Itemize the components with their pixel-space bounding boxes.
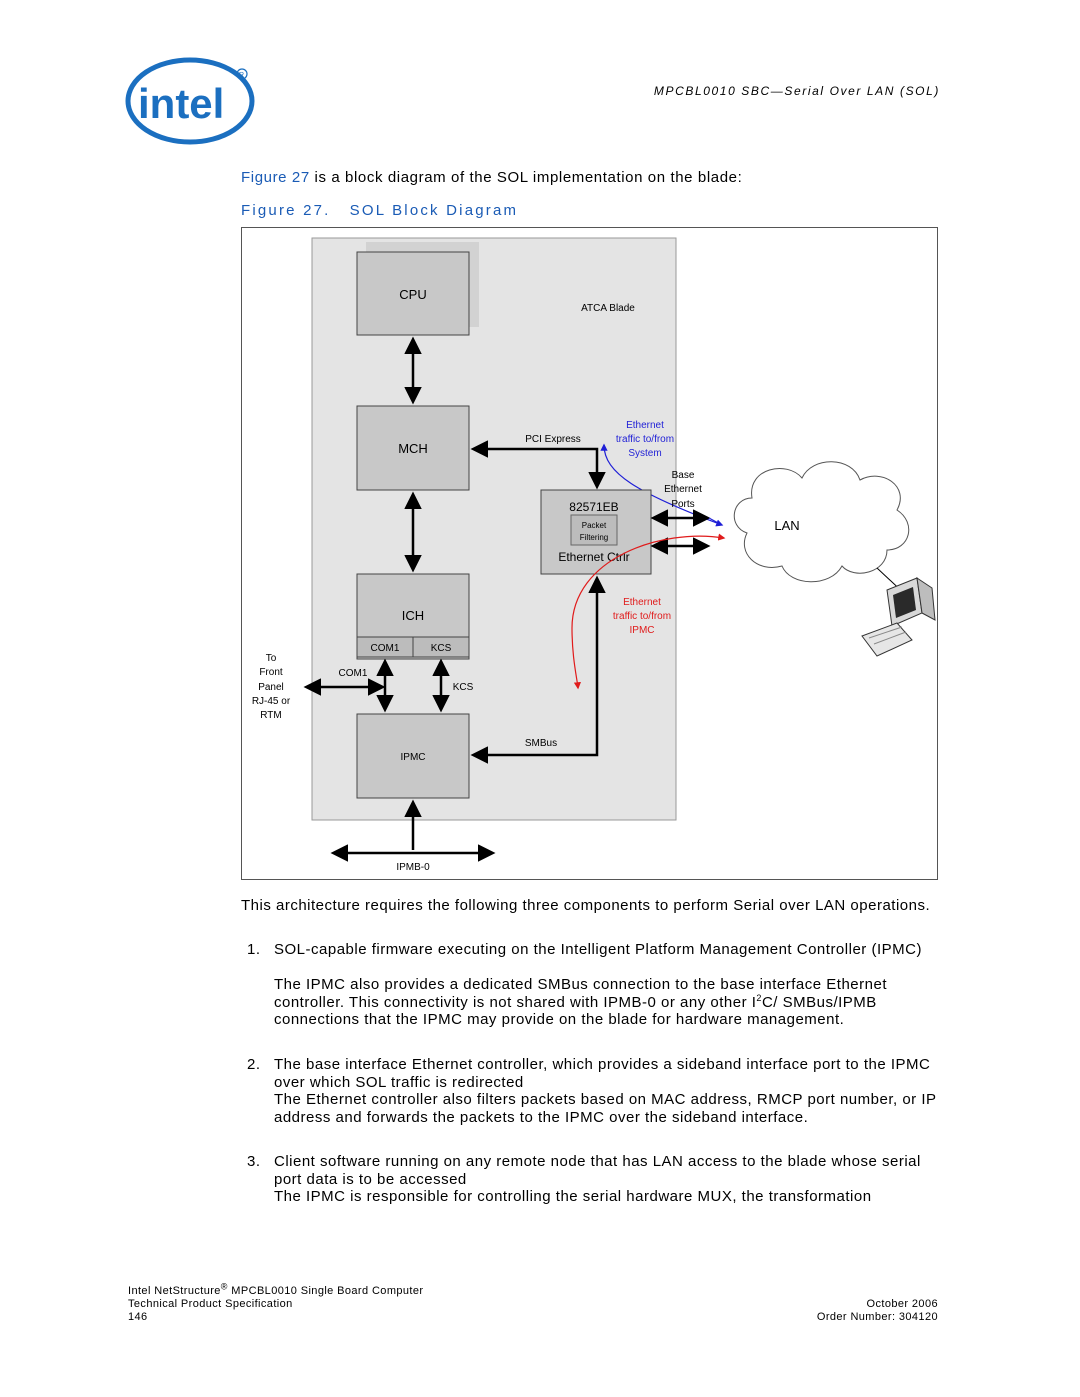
list-number: 3. — [247, 1153, 261, 1170]
figure-caption — [241, 202, 518, 219]
footer-product: Intel NetStructure® MPCBL0010 Single Board Computer — [128, 1281, 424, 1297]
ethernet-controller-label: Ethernet Ctrlr — [558, 550, 630, 564]
sol-block-diagram — [242, 228, 937, 879]
list-item-heading: The base interface Ethernet controller, which provides a sideband interface port to the IPMC over which SOL traffic is redirected — [274, 1056, 931, 1091]
ethernet-ipmc-label-1: Ethernet — [623, 597, 661, 608]
ipmc-label: IPMC — [400, 752, 426, 763]
pci-express-label: PCI Express — [525, 434, 581, 445]
controller-chip-label: 82571EB — [569, 500, 619, 514]
footer-order-number: Order Number: 304120 — [816, 1311, 938, 1323]
client-computer-icon — [862, 578, 935, 656]
base-ports-label-1: Base — [671, 470, 695, 481]
ethernet-system-label-2: traffic to/from — [615, 434, 675, 445]
base-ports-label-2: Ethernet — [664, 484, 702, 495]
list-item-heading: Client software running on any remote node that has LAN access to the blade whose serial port data is to be accessed — [274, 1153, 921, 1188]
list-item-detail: The Ethernet controller also filters packets based on MAC address, RMCP port number, or IP address and forwards the packets to the IPMC over the sideband interface. — [274, 1091, 937, 1126]
smbus-label: SMBus — [524, 738, 558, 749]
footer-spec: Technical Product Specification — [128, 1298, 293, 1310]
intel-logo — [124, 56, 256, 146]
list-item — [247, 1056, 947, 1146]
list-item-detail: The IPMC is responsible for controlling the serial hardware MUX, the transformation — [274, 1188, 872, 1205]
footer-left — [128, 1281, 424, 1324]
front-panel-label-4: RJ-45 or — [251, 696, 291, 707]
mch-label: MCH — [398, 441, 428, 456]
ethernet-ipmc-label-3: IPMC — [629, 625, 655, 636]
front-panel-label-3: Panel — [258, 682, 284, 693]
list-item-heading: SOL-capable firmware executing on the Intelligent Platform Management Controller (IPMC) — [274, 941, 922, 958]
ethernet-system-label-3: System — [628, 448, 662, 459]
svg-text:intel: intel — [138, 80, 225, 127]
list-item-detail: The IPMC also provides a dedicated SMBus connection to the base interface Ethernet controller. This connectivity is not shared with IPMB-0 or any other $I^2C/$ SMBus/IPMB connections that the IPMC may provide on the blade for hardware management. — [274, 976, 887, 1028]
footer-date: October 2006 — [866, 1298, 938, 1310]
ich-com1-label: COM1 — [370, 643, 400, 654]
base-ports-label-3: Ports — [671, 499, 695, 510]
packet-filtering-label-2: Filtering — [579, 533, 609, 542]
kcs-link-label: KCS — [452, 682, 474, 693]
figure-frame — [241, 227, 938, 880]
list-item — [247, 1153, 947, 1213]
packet-filtering-label-1: Packet — [581, 521, 607, 530]
footer-right — [700, 1298, 938, 1324]
front-panel-label-2: Front — [259, 667, 283, 678]
body-paragraph: This architecture requires the following three components to perform Serial over LAN operations. — [241, 897, 931, 914]
ethernet-ipmc-label-2: traffic to/from — [612, 611, 672, 622]
page-number: 146 — [128, 1311, 148, 1323]
lan-label: LAN — [774, 518, 800, 533]
figure-label: Figure 27. — [241, 202, 331, 219]
ethernet-system-label-1: Ethernet — [626, 420, 664, 431]
atca-blade-label: ATCA Blade — [581, 303, 635, 314]
svg-text:R: R — [239, 72, 245, 79]
intro-sentence: Figure 27 is a block diagram of the SOL implementation on the blade: — [241, 169, 743, 186]
cpu-label: CPU — [399, 287, 427, 302]
front-panel-label-1: To — [265, 653, 277, 664]
list-item — [247, 941, 947, 1043]
running-title: MPCBL0010 SBC—Serial Over LAN (SOL) — [653, 84, 940, 98]
com1-link-label: COM1 — [338, 668, 368, 679]
lan-cloud — [734, 462, 908, 582]
figure-cross-reference[interactable]: Figure 27 — [241, 169, 310, 186]
list-number: 1. — [247, 941, 261, 958]
ipmb-label: IPMB-0 — [396, 862, 430, 873]
figure-title: SOL Block Diagram — [349, 202, 519, 219]
list-number: 2. — [247, 1056, 261, 1073]
ich-kcs-label: KCS — [430, 643, 452, 654]
ich-label: ICH — [401, 608, 425, 623]
front-panel-label-5: RTM — [260, 710, 282, 721]
